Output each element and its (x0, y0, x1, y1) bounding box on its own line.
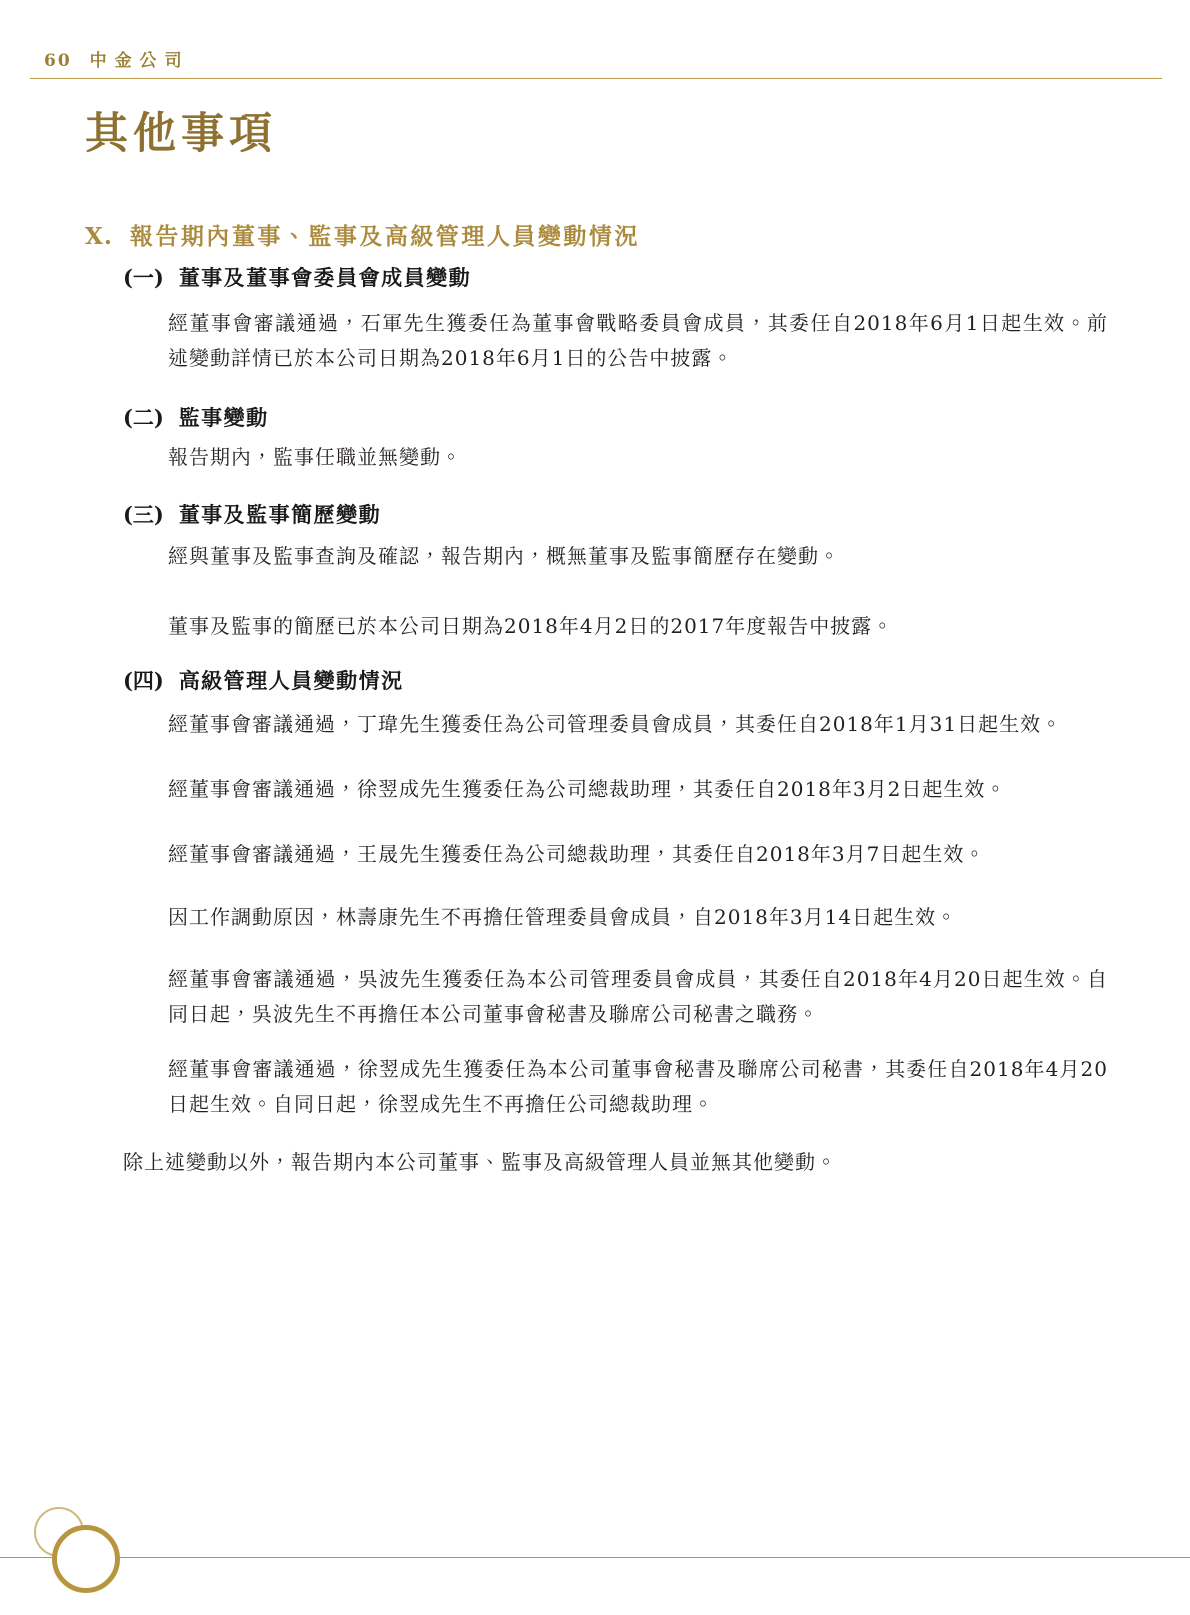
subsection-title-4: 高級管理人員變動情況 (178, 668, 404, 693)
subsection-heading-2 (123, 402, 269, 432)
paragraph: 經董事會審議通過，王晟先生獲委任為公司總裁助理，其委任自2018年3月7日起生效。 (168, 842, 986, 866)
paragraph: 經董事會審議通過，石軍先生獲委任為董事會戰略委員會成員，其委任自2018年6月1日起生效。前述變動詳情已於本公司日期為2018年6月1日的公告中披露。 (168, 311, 1108, 370)
header-rule (30, 78, 1162, 79)
paragraph: 經董事會審議通過，丁瑋先生獲委任為公司管理委員會成員，其委任自2018年1月31日起生效。 (168, 712, 1063, 736)
subsection-heading-4 (123, 665, 404, 695)
footer-rule (0, 1557, 1190, 1558)
subsection-label-4: (四) (123, 668, 164, 693)
paragraph: 經董事會審議通過，吳波先生獲委任為本公司管理委員會成員，其委任自2018年4月20日起生效。自同日起，吳波先生不再擔任本公司董事會秘書及聯席公司秘書之職務。 (168, 967, 1108, 1026)
footer-circle-thick-decoration (52, 1525, 120, 1593)
paragraph: 經與董事及監事查詢及確認，報告期內，概無董事及監事簡歷存在變動。 (168, 544, 840, 568)
section-heading (85, 218, 640, 251)
subsection-label-1: (一) (123, 265, 164, 290)
closing-paragraph: 除上述變動以外，報告期內本公司董事、監事及高級管理人員並無其他變動。 (123, 1150, 837, 1174)
paragraph: 報告期內，監事任職並無變動。 (168, 445, 462, 469)
section-heading-text: 報告期內董事、監事及高級管理人員變動情況 (129, 223, 640, 250)
page-number: 60 (44, 51, 72, 71)
subsection-title-2: 監事變動 (178, 405, 269, 430)
subsection-title-1: 董事及董事會委員會成員變動 (178, 265, 472, 290)
section-number: X. (85, 223, 113, 250)
paragraph: 因工作調動原因，林壽康先生不再擔任管理委員會成員，自2018年3月14日起生效。 (168, 905, 958, 929)
paragraph: 經董事會審議通過，徐翌成先生獲委任為本公司董事會秘書及聯席公司秘書，其委任自2018年4月20日起生效。自同日起，徐翌成先生不再擔任公司總裁助理。 (168, 1057, 1108, 1116)
subsection-label-2: (二) (123, 405, 164, 430)
chapter-title: 其他事項 (85, 109, 277, 159)
subsection-label-3: (三) (123, 502, 164, 527)
paragraph: 經董事會審議通過，徐翌成先生獲委任為公司總裁助理，其委任自2018年3月2日起生效。 (168, 777, 1007, 801)
subsection-title-3: 董事及監事簡歷變動 (178, 502, 382, 527)
company-name: 中金公司 (89, 51, 190, 71)
paragraph: 董事及監事的簡歷已於本公司日期為2018年4月2日的2017年度報告中披露。 (168, 614, 894, 638)
page-header (44, 46, 190, 71)
subsection-heading-1 (123, 262, 471, 292)
subsection-heading-3 (123, 499, 381, 529)
